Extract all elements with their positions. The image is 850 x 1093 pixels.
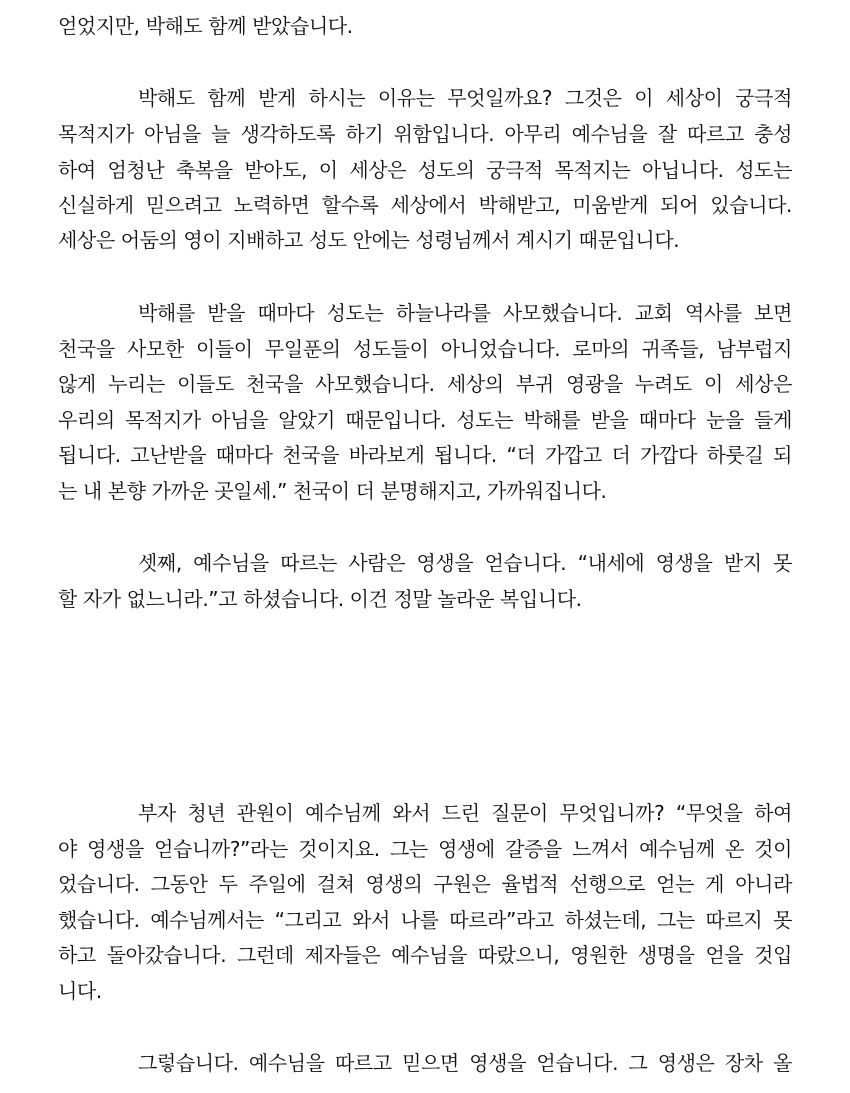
text-line: 우리의 목적지가 아님을 알았기 때문입니다. 성도는 박해를 받을 때마다 눈을 들게 (58, 408, 792, 432)
text-line: 세상은 어둠의 영이 지배하고 성도 안에는 성령님께서 계시기 때문입니다. (58, 228, 680, 252)
paragraph-first-line: 박해를 받을 때마다 성도는 하늘나라를 사모했습니다. 교회 역사를 보면 (138, 301, 792, 325)
text-line: 하여 엄청난 축복을 받아도, 이 세상은 성도의 궁극적 목적지는 아닙니다. 성도는 (58, 158, 792, 182)
text-line: 천국을 사모한 이들이 무일푼의 성도들이 아니었습니다. 로마의 귀족들, 남부럽지 (58, 337, 792, 361)
text-line: 됩니다. 고난받을 때마다 천국을 바라보게 됩니다. “더 가깝고 더 가깝다 하룻길 되 (58, 443, 792, 467)
text-line: 않게 누리는 이들도 천국을 사모했습니다. 세상의 부귀 영광을 누려도 이 세상은 (58, 372, 792, 396)
text-line: 할 자가 없느니라.”고 하셨습니다. 이건 정말 놀라운 복입니다. (58, 587, 582, 611)
paragraph-first-line: 박해도 함께 받게 하시는 이유는 무엇일까요? 그것은 이 세상이 궁극적 (138, 86, 792, 110)
text-line: 얻었지만, 박해도 함께 받았습니다. (58, 14, 353, 38)
paragraph-first-line: 셋째, 예수님을 따르는 사람은 영생을 얻습니다. “내세에 영생을 받지 못 (138, 551, 792, 575)
text-line: 는 내 본향 가까운 곳일세.” 천국이 더 분명해지고, 가까워집니다. (58, 479, 607, 503)
text-line: 니다. (58, 979, 102, 1003)
paragraph-first-line: 부자 청년 관원이 예수님께 와서 드린 질문이 무엇입니까? “무엇을 하여 (138, 801, 792, 825)
text-line: 야 영생을 얻습니까?”라는 것이지요. 그는 영생에 갈증을 느껴서 예수님께 온 것이 (58, 837, 792, 861)
text-line: 했습니다. 예수님께서는 “그리고 와서 나를 따르라”라고 하셨는데, 그는 따르지 못 (58, 908, 792, 932)
text-line: 목적지가 아님을 늘 생각하도록 하기 위함입니다. 아무리 예수님을 잘 따르고 충성 (58, 122, 792, 146)
paragraph-first-line: 그렇습니다. 예수님을 따르고 믿으면 영생을 얻습니다. 그 영생은 장차 올 (138, 1051, 792, 1075)
text-line: 신실하게 믿으려고 노력하면 할수록 세상에서 박해받고, 미움받게 되어 있습니다. (58, 193, 792, 217)
text-line: 하고 돌아갔습니다. 그런데 제자들은 예수님을 따랐으니, 영원한 생명을 얻을 것입 (58, 943, 792, 967)
text-line: 었습니다. 그동안 두 주일에 걸쳐 영생의 구원은 율법적 선행으로 얻는 게 아니라 (58, 872, 792, 896)
blank-space (58, 640, 792, 790)
